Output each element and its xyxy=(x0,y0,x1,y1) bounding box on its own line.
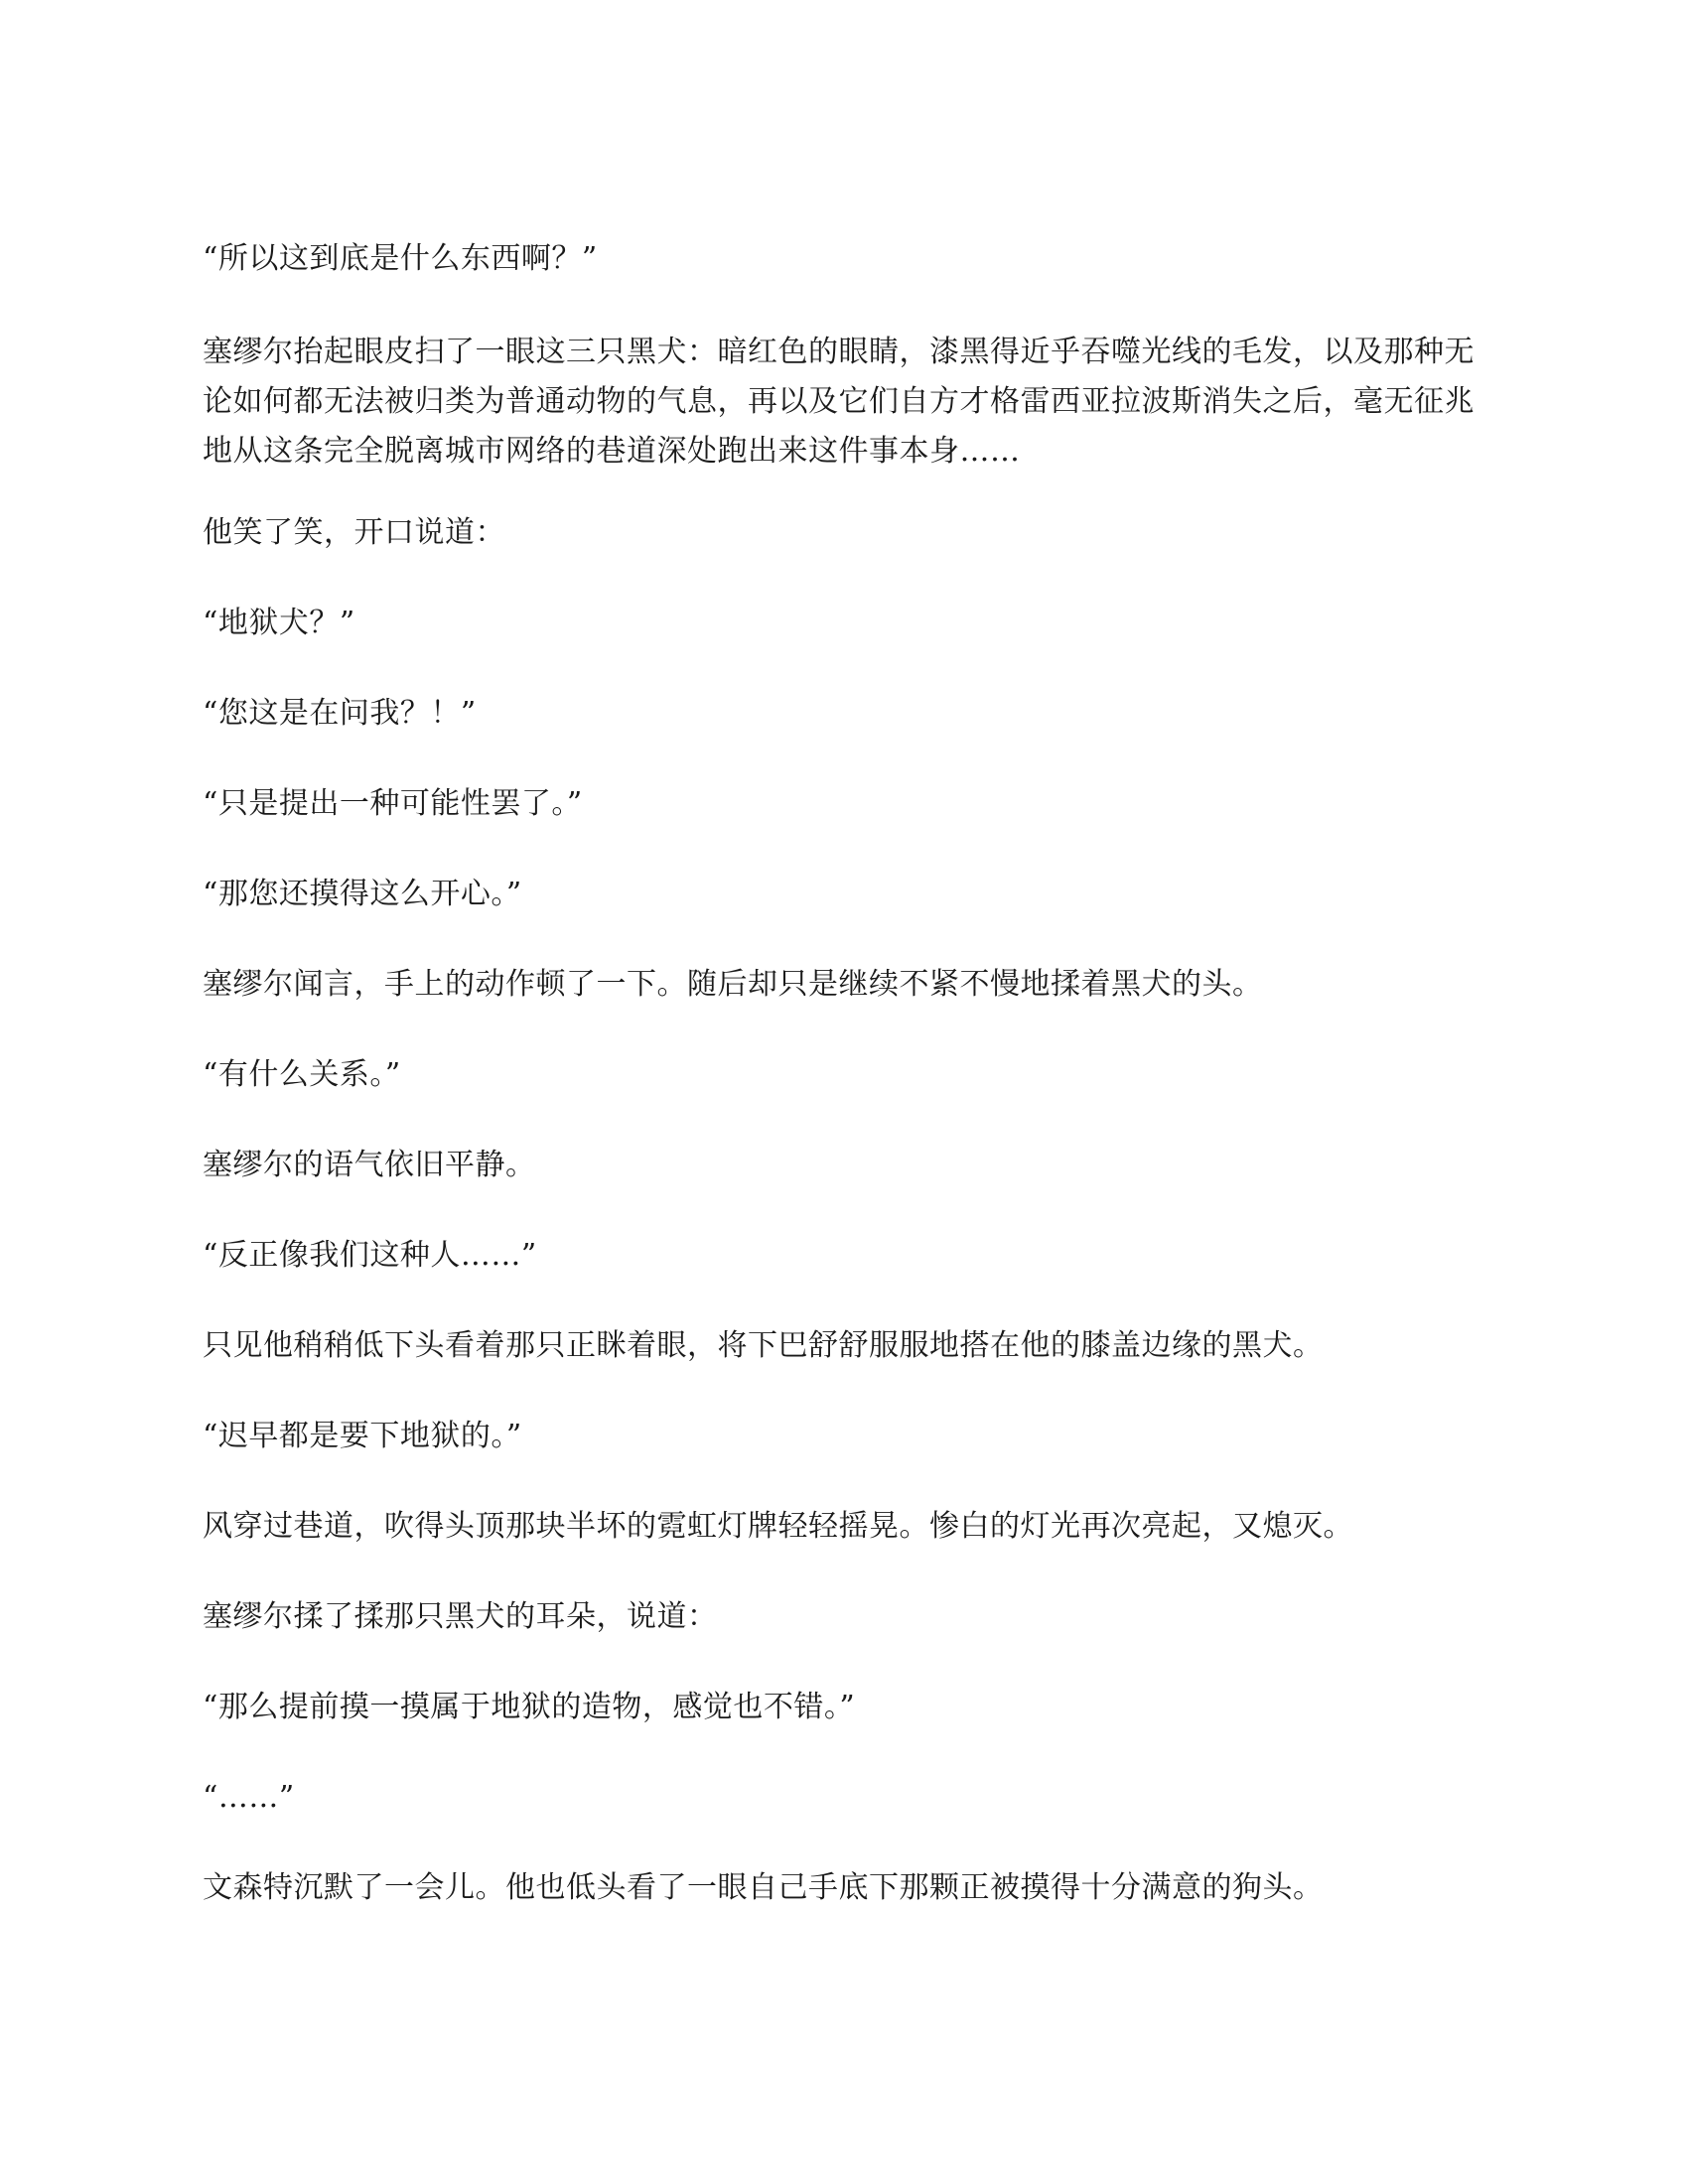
paragraph-13: “迟早都是要下地狱的。” xyxy=(203,1419,522,1453)
paragraph-6: “只是提出一种可能性罢了。” xyxy=(203,786,583,821)
paragraph-11: “反正像我们这种人……” xyxy=(203,1238,537,1273)
paragraph-2: 塞缪尔抬起眼皮扫了一眼这三只黑犬：暗红色的眼睛，漆黑得近乎吞噬光线的毛发，以及那种无论如何都无法被归类为普通动物的气息，再以及它们自方才格雷西亚拉波斯消失之后，毫无征兆地从这条完全脱离城市网络的巷道深处跑出来这件事本身…… xyxy=(203,335,1475,469)
paragraph-14: 风穿过巷道，吹得头顶那块半坏的霓虹灯牌轻轻摇晃。惨白的灯光再次亮起，又熄灭。 xyxy=(203,1509,1353,1544)
paragraph-17: “……” xyxy=(203,1780,295,1815)
paragraph-7: “那您还摸得这么开心。” xyxy=(203,877,522,911)
paragraph-1: “所以这到底是什么东西啊？” xyxy=(203,241,598,276)
paragraph-18: 文森特沉默了一会儿。他也低头看了一眼自己手底下那颗正被摸得十分满意的狗头。 xyxy=(203,1870,1324,1905)
paragraph-9: “有什么关系。” xyxy=(203,1057,401,1092)
paragraph-15: 塞缪尔揉了揉那只黑犬的耳朵，说道： xyxy=(203,1599,718,1634)
paragraph-10: 塞缪尔的语气依旧平静。 xyxy=(203,1148,536,1182)
paragraph-8: 塞缪尔闻言，手上的动作顿了一下。随后却只是继续不紧不慢地揉着黑犬的头。 xyxy=(203,967,1263,1002)
paragraph-5: “您这是在问我？！” xyxy=(203,696,477,731)
paragraph-4: “地狱犬？” xyxy=(203,606,355,640)
paragraph-3: 他笑了笑，开口说道： xyxy=(203,515,505,550)
paragraph-16: “那么提前摸一摸属于地狱的造物，感觉也不错。” xyxy=(203,1690,856,1724)
paragraph-12: 只见他稍稍低下头看着那只正眯着眼，将下巴舒舒服服地搭在他的膝盖边缘的黑犬。 xyxy=(203,1328,1324,1363)
